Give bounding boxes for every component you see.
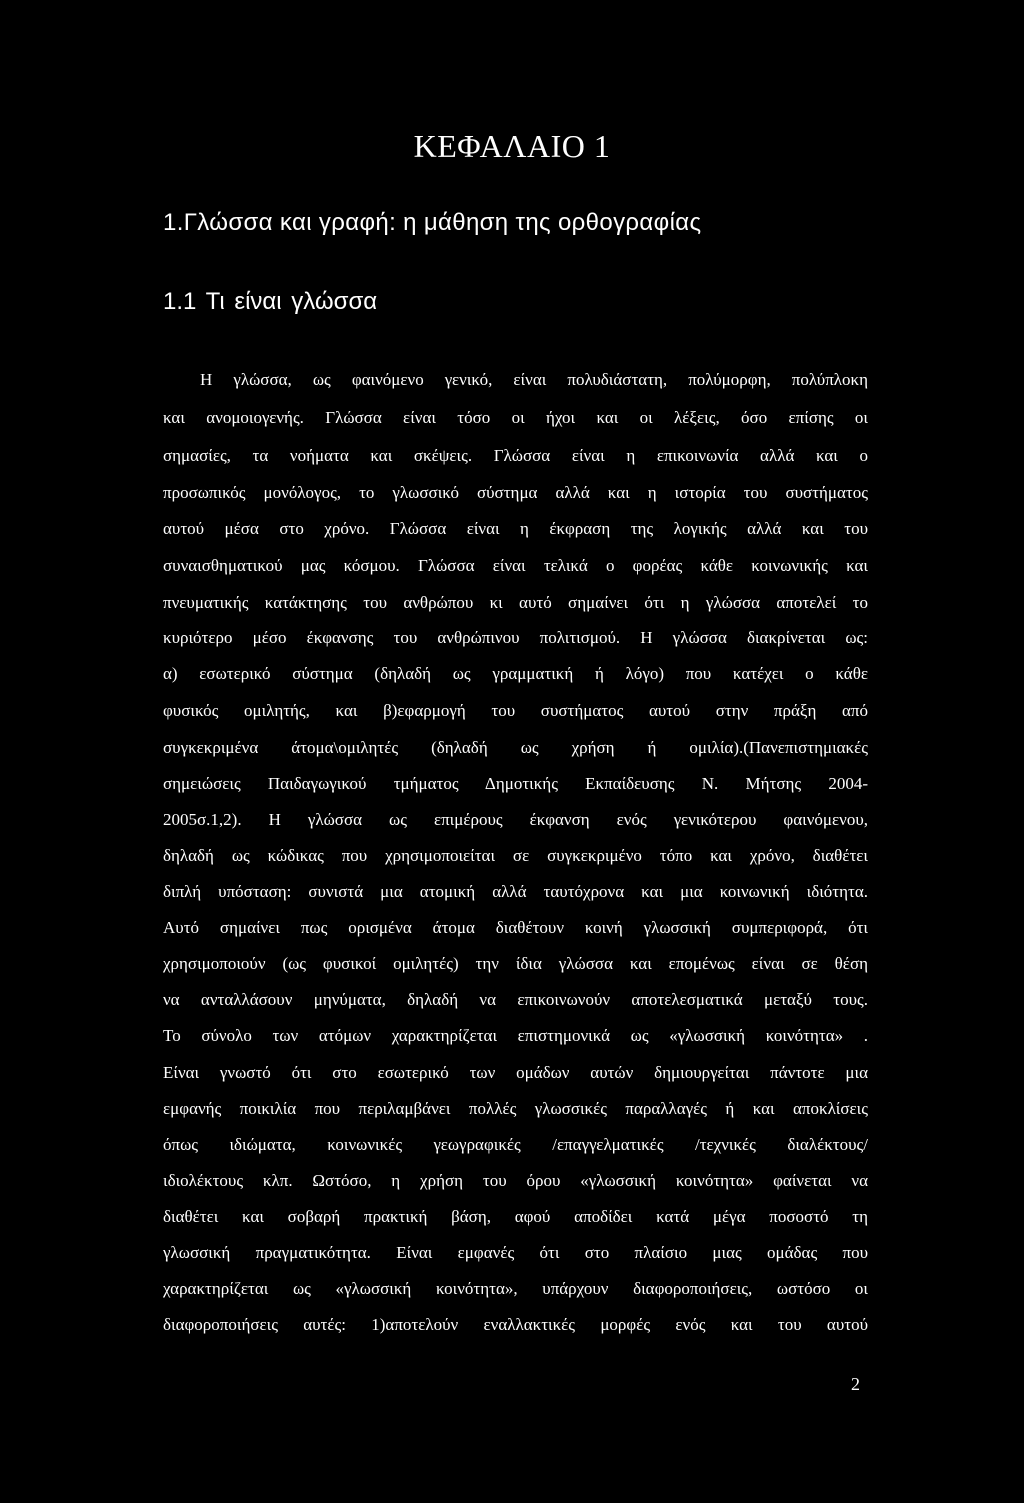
paragraph-line: διαθέτει και σοβαρή πρακτική βάση, αφού αποδίδει κατά μέγα ποσοστό τη xyxy=(163,1207,868,1226)
paragraph-line: σημασίες, τα νοήματα και σκέψεις. Γλώσσα είναι η επικοινωνία αλλά και ο xyxy=(163,446,868,465)
chapter-title: ΚΕΦΑΛΑΙΟ 1 xyxy=(413,128,611,164)
paragraph-line: αυτού μέσα στο χρόνο. Γλώσσα είναι η έκφραση της λογικής αλλά και του xyxy=(163,519,868,538)
paragraph-line: προσωπικός μονόλογος, το γλωσσικό σύστημα αλλά και η ιστορία του συστήματος xyxy=(163,483,868,502)
paragraph-line: φυσικός ομιλητής, και β)εφαρμογή του συστήματος αυτού στην πράξη από xyxy=(163,701,868,720)
paragraph-line: α) εσωτερικό σύστημα (δηλαδή ως γραμματική ή λόγο) που κατέχει ο κάθε xyxy=(163,664,868,683)
paragraph-line: να ανταλλάσουν μηνύματα, δηλαδή να επικοινωνούν αποτελεσματικά μεταξύ τους. xyxy=(163,990,868,1009)
paragraph-line: γλωσσική πραγματικότητα. Είναι εμφανές ότι στο πλαίσιο μιας ομάδας που xyxy=(163,1243,868,1262)
paragraph-line: σημειώσεις Παιδαγωγικού τμήματος Δημοτικής Εκπαίδευσης Ν. Μήτσης 2004- xyxy=(163,774,868,793)
paragraph-line: εμφανής ποικιλία που περιλαμβάνει πολλές γλωσσικές παραλλαγές ή και αποκλίσεις xyxy=(163,1099,868,1118)
paragraph-line: χρησιμοποιούν (ως φυσικοί ομιλητές) την ίδια γλώσσα και επομένως είναι σε θέση xyxy=(163,954,868,973)
paragraph-line: ιδιολέκτους κλπ. Ωστόσο, η χρήση του όρου «γλωσσική κοινότητα» φαίνεται να xyxy=(163,1171,868,1190)
paragraph-line: συναισθηματικού μας κόσμου. Γλώσσα είναι τελικά ο φορέας κάθε κοινωνικής και xyxy=(163,556,868,575)
paragraph-line: όπως ιδιώματα, κοινωνικές γεωγραφικές /επαγγελματικές /τεχνικές διαλέκτους/ xyxy=(163,1135,868,1154)
paragraph-line: Αυτό σημαίνει πως ορισμένα άτομα διαθέτουν κοινή γλωσσική συμπεριφορά, ότι xyxy=(163,918,868,937)
paragraph-line: συγκεκριμένα άτομα\ομιλητές (δηλαδή ως χρήση ή ομιλία).(Πανεπιστημιακές xyxy=(163,738,868,757)
page-number: 2 xyxy=(851,1374,860,1394)
paragraph-line: δηλαδή ως κώδικας που χρησιμοποιείται σε συγκεκριμένο τόπο και χρόνο, διαθέτει xyxy=(163,846,868,865)
paragraph-line: χαρακτηρίζεται ως «γλωσσική κοινότητα», υπάρχουν διαφοροποιήσεις, ωστόσο οι xyxy=(163,1279,868,1298)
section-heading: 1.Γλώσσα και γραφή: η μάθηση της ορθογραφίας xyxy=(163,209,702,236)
paragraph-line: και ανομοιογενής. Γλώσσα είναι τόσο οι ήχοι και οι λέξεις, όσο επίσης οι xyxy=(163,408,868,427)
paragraph-line: 2005σ.1,2). Η γλώσσα ως επιμέρους έκφανση ενός γενικότερου φαινόμενου, xyxy=(163,810,868,829)
paragraph-line: Η γλώσσα, ως φαινόμενο γενικό, είναι πολυδιάστατη, πολύμορφη, πολύπλοκη xyxy=(200,370,868,389)
paragraph-line: Είναι γνωστό ότι στο εσωτερικό των ομάδων αυτών δημιουργείται πάντοτε μια xyxy=(163,1063,868,1082)
paragraph-line: Το σύνολο των ατόμων χαρακτηρίζεται επιστημονικά ως «γλωσσική κοινότητα» . xyxy=(163,1026,868,1045)
paragraph-line: πνευματικής κατάκτησης του ανθρώπου κι αυτό σημαίνει ότι η γλώσσα αποτελεί το xyxy=(163,593,868,612)
paragraph-line: διαφοροποιήσεις αυτές: 1)αποτελούν εναλλακτικές μορφές ενός και του αυτού xyxy=(163,1315,868,1334)
paragraph-line: διπλή υπόσταση: συνιστά μια ατομική αλλά ταυτόχρονα και μια κοινωνική ιδιότητα. xyxy=(163,882,868,901)
paragraph-line: κυριότερο μέσο έκφανσης του ανθρώπινου πολιτισμού. Η γλώσσα διακρίνεται ως: xyxy=(163,628,868,647)
subsection-heading: 1.1 Τι είναι γλώσσα xyxy=(163,288,378,315)
